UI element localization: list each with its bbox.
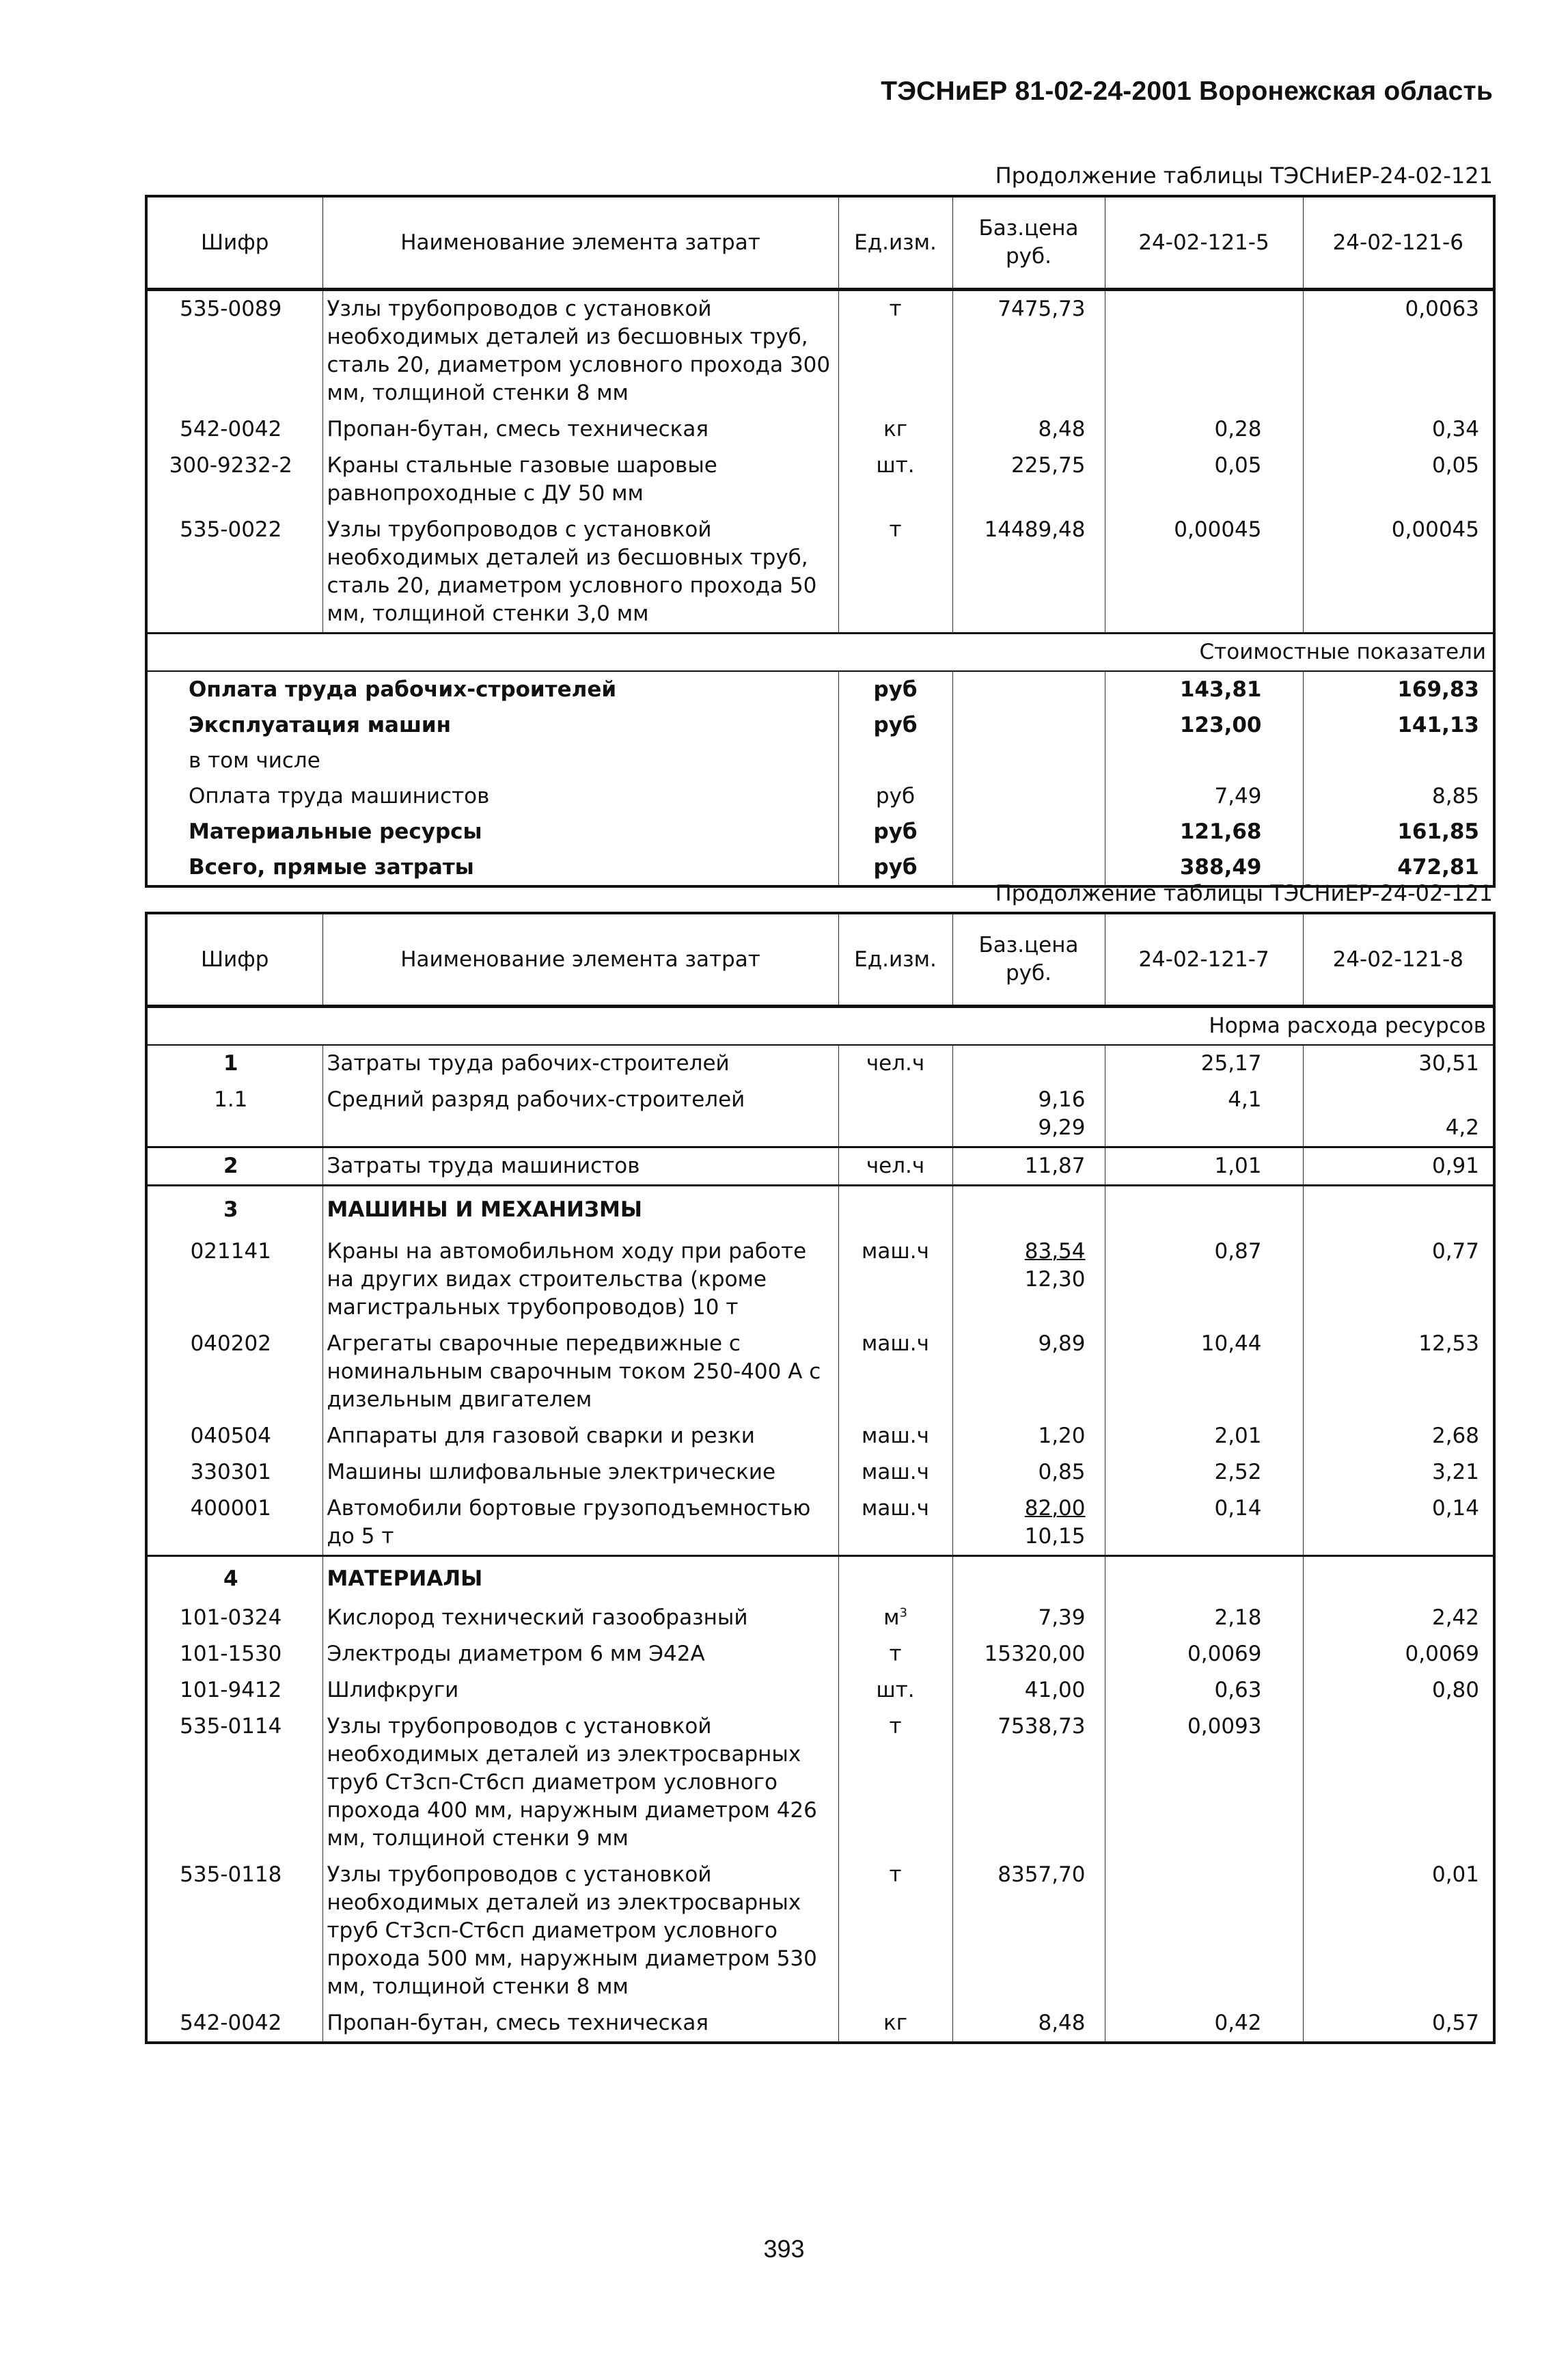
row-value-7: 2,18 <box>1105 1600 1303 1636</box>
row-unit <box>838 1600 952 1636</box>
row-code: 535-0022 <box>146 512 322 634</box>
summary-value-6: 169,83 <box>1303 671 1494 707</box>
table-row <box>146 1082 1494 1147</box>
row-value-8: 0,80 <box>1303 1672 1494 1709</box>
summary-label: Всего, прямые затраты <box>146 849 838 886</box>
row-name: Краны на автомобильном ходу при работе на других видах строительства (кроме магистральных трубопроводов) 10 т <box>322 1234 838 1326</box>
table2 <box>145 912 1496 2044</box>
row-name: Пропан-бутан, смесь техническая <box>322 411 838 448</box>
summary-value-5: 123,00 <box>1105 707 1303 743</box>
summary-unit: руб <box>838 707 952 743</box>
row-name: Узлы трубопроводов с установкой необходимых деталей из бесшовных труб, сталь 20, диаметром условного прохода 50 мм, толщиной стенки 3,0 мм <box>322 512 838 634</box>
row-price: 8357,70 <box>952 1857 1105 2005</box>
row-code: 535-0114 <box>146 1709 322 1857</box>
col-header-code: Шифр <box>146 913 322 1007</box>
col-header-code: Шифр <box>146 196 322 290</box>
row-unit: кг <box>838 2005 952 2043</box>
section-row <box>146 1147 1494 1186</box>
summary-value-5: 143,81 <box>1105 671 1303 707</box>
table-row <box>146 1857 1494 2005</box>
row-name: Краны стальные газовые шаровые равнопроходные с ДУ 50 мм <box>322 448 838 512</box>
summary-label: Эксплуатация машин <box>146 707 838 743</box>
row-code: 021141 <box>146 1234 322 1326</box>
section-name: Затраты труда рабочих-строителей <box>322 1045 838 1082</box>
row-value-7: 0,0069 <box>1105 1636 1303 1672</box>
row-value-7 <box>1105 1082 1303 1147</box>
row-name: Шлифкруги <box>322 1672 838 1709</box>
row-value-8 <box>1303 1709 1494 1857</box>
row-name: Электроды диаметром 6 мм Э42А <box>322 1636 838 1672</box>
summary-empty <box>952 671 1105 707</box>
table1-caption: Продолжение таблицы ТЭСНиЕР-24-02-121 <box>995 163 1493 189</box>
row-value-8: 0,0069 <box>1303 1636 1494 1672</box>
table-row <box>146 1672 1494 1709</box>
section-row <box>146 1045 1494 1082</box>
empty-cell <box>838 1186 952 1234</box>
section-value-7: 1,01 <box>1105 1147 1303 1186</box>
section-name: МАШИНЫ И МЕХАНИЗМЫ <box>322 1186 838 1234</box>
row-value-7: 0,63 <box>1105 1672 1303 1709</box>
unit-text: м <box>883 1605 900 1630</box>
summary-row <box>146 707 1494 743</box>
row-name: Средний разряд рабочих-строителей <box>322 1082 838 1147</box>
row-name: Агрегаты сварочные передвижные с номинальным сварочным током 250-400 А с дизельным двигателем <box>322 1326 838 1418</box>
col-header-unit: Ед.изм. <box>838 196 952 290</box>
summary-unit: руб <box>838 778 952 814</box>
section-code: 2 <box>146 1147 322 1186</box>
summary-value-6: 8,85 <box>1303 778 1494 814</box>
row-price: 15320,00 <box>952 1636 1105 1672</box>
row-name: Пропан-бутан, смесь техническая <box>322 2005 838 2043</box>
table-row <box>146 1600 1494 1636</box>
row-code: 542-0042 <box>146 2005 322 2043</box>
table-row <box>146 290 1494 412</box>
row-unit: кг <box>838 411 952 448</box>
row-unit: маш.ч <box>838 1234 952 1326</box>
table-row <box>146 1234 1494 1326</box>
summary-label: Материальные ресурсы <box>146 814 838 849</box>
summary-value-5: 121,68 <box>1105 814 1303 849</box>
empty-cell <box>838 1556 952 1601</box>
row-unit: маш.ч <box>838 1491 952 1556</box>
row-value-8: 3,21 <box>1303 1454 1494 1491</box>
summary-label: в том числе <box>146 743 838 778</box>
table2-header-row <box>146 913 1494 1007</box>
summary-label: Оплата труда рабочих-строителей <box>146 671 838 707</box>
section-code: 4 <box>146 1556 322 1601</box>
summary-unit: руб <box>838 814 952 849</box>
empty-cell <box>1303 1186 1494 1234</box>
row-unit: маш.ч <box>838 1326 952 1418</box>
row-value-6: 0,0063 <box>1303 290 1494 412</box>
row-price: 7538,73 <box>952 1709 1105 1857</box>
band-row <box>146 634 1494 672</box>
section-price <box>952 1045 1105 1082</box>
row-name: Машины шлифовальные электрические <box>322 1454 838 1491</box>
row-unit: маш.ч <box>838 1418 952 1454</box>
summary-label: Оплата труда машинистов <box>146 778 838 814</box>
row-price: 14489,48 <box>952 512 1105 634</box>
row-value-8: 2,42 <box>1303 1600 1494 1636</box>
row-value-5 <box>1105 290 1303 412</box>
summary-value-6 <box>1303 743 1494 778</box>
row-price: 7,39 <box>952 1600 1105 1636</box>
row-value-8: 2,68 <box>1303 1418 1494 1454</box>
row-code: 101-1530 <box>146 1636 322 1672</box>
summary-row <box>146 671 1494 707</box>
row-value-5: 0,28 <box>1105 411 1303 448</box>
table1-header-row <box>146 196 1494 290</box>
row-unit: т <box>838 512 952 634</box>
row-unit: т <box>838 1636 952 1672</box>
empty-cell <box>1105 1556 1303 1601</box>
row-value-6: 0,05 <box>1303 448 1494 512</box>
row-value-6: 0,34 <box>1303 411 1494 448</box>
table-row <box>146 411 1494 448</box>
row-price-2: 12,30 <box>1024 1267 1086 1292</box>
row-price-1: 83,54 <box>1024 1239 1086 1264</box>
row-value-6: 0,00045 <box>1303 512 1494 634</box>
row-value-8: 0,57 <box>1303 2005 1494 2043</box>
row-name: Узлы трубопроводов с установкой необходимых деталей из бесшовных труб, сталь 20, диаметром условного прохода 300 мм, толщиной стенки 8 мм <box>322 290 838 412</box>
row-code: 1.1 <box>146 1082 322 1147</box>
row-value-7: 0,0093 <box>1105 1709 1303 1857</box>
row-value-7: 0,87 <box>1105 1234 1303 1326</box>
row-value-7: 2,01 <box>1105 1418 1303 1454</box>
row-price: 9,89 <box>952 1326 1105 1418</box>
summary-row <box>146 778 1494 814</box>
row-name: Кислород технический газообразный <box>322 1600 838 1636</box>
summary-unit: руб <box>838 849 952 886</box>
row-value-5: 0,00045 <box>1105 512 1303 634</box>
table-row <box>146 1454 1494 1491</box>
summary-value-5: 7,49 <box>1105 778 1303 814</box>
row-value-5: 0,05 <box>1105 448 1303 512</box>
table-row <box>146 448 1494 512</box>
section-code: 3 <box>146 1186 322 1234</box>
section-value-8: 0,91 <box>1303 1147 1494 1186</box>
row-price: 225,75 <box>952 448 1105 512</box>
row-price <box>952 1491 1105 1556</box>
row-price-1: 82,00 <box>1024 1496 1086 1521</box>
row-name: Автомобили бортовые грузоподъемностью до 5 т <box>322 1491 838 1556</box>
summary-value-5 <box>1105 743 1303 778</box>
row-price-2: 9,29 <box>1038 1115 1086 1140</box>
row-unit: т <box>838 290 952 412</box>
table-row <box>146 1709 1494 1857</box>
col-header-price: Баз.цена руб. <box>952 196 1105 290</box>
row-value-7-text: 4,1 <box>1228 1087 1262 1112</box>
summary-row <box>146 814 1494 849</box>
empty-cell <box>1105 1186 1303 1234</box>
row-value-7 <box>1105 1857 1303 2005</box>
row-code: 300-9232-2 <box>146 448 322 512</box>
row-name: Узлы трубопроводов с установкой необходимых деталей из электросварных труб Ст3сп-Ст6сп диаметром условного прохода 500 мм, наружным диаметром 530 мм, толщиной стенки 8 мм <box>322 1857 838 2005</box>
row-unit: т <box>838 1709 952 1857</box>
section-name: МАТЕРИАЛЫ <box>322 1556 838 1601</box>
page-number: 393 <box>763 2235 805 2263</box>
col-header-norm-8: 24-02-121-8 <box>1303 913 1494 1007</box>
band-label: Норма расхода ресурсов <box>146 1007 1494 1046</box>
row-unit: т <box>838 1857 952 2005</box>
summary-unit <box>838 743 952 778</box>
table-row <box>146 1418 1494 1454</box>
row-code: 542-0042 <box>146 411 322 448</box>
summary-unit: руб <box>838 671 952 707</box>
table1 <box>145 195 1496 888</box>
band-label: Стоимостные показатели <box>146 634 1494 672</box>
row-value-8 <box>1303 1082 1494 1147</box>
summary-empty <box>952 707 1105 743</box>
row-value-7: 2,52 <box>1105 1454 1303 1491</box>
row-code: 535-0118 <box>146 1857 322 2005</box>
row-price: 1,20 <box>952 1418 1105 1454</box>
row-value-8: 0,77 <box>1303 1234 1494 1326</box>
summary-value-5: 388,49 <box>1105 849 1303 886</box>
row-name: Аппараты для газовой сварки и резки <box>322 1418 838 1454</box>
row-value-7: 10,44 <box>1105 1326 1303 1418</box>
row-value-8: 12,53 <box>1303 1326 1494 1418</box>
summary-row <box>146 743 1494 778</box>
row-price: 8,48 <box>952 411 1105 448</box>
table-row <box>146 1636 1494 1672</box>
row-code: 040202 <box>146 1326 322 1418</box>
row-code: 040504 <box>146 1418 322 1454</box>
table-row <box>146 1491 1494 1556</box>
row-code: 330301 <box>146 1454 322 1491</box>
row-value-7: 0,14 <box>1105 1491 1303 1556</box>
section-unit: чел.ч <box>838 1045 952 1082</box>
unit-superscript: 3 <box>899 1605 907 1620</box>
summary-empty <box>952 778 1105 814</box>
row-name: Узлы трубопроводов с установкой необходимых деталей из электросварных труб Ст3сп-Ст6сп диаметром условного прохода 400 мм, наружным диаметром 426 мм, толщиной стенки 9 мм <box>322 1709 838 1857</box>
summary-empty <box>952 743 1105 778</box>
table-row <box>146 2005 1494 2043</box>
row-price: 7475,73 <box>952 290 1105 412</box>
summary-value-6: 161,85 <box>1303 814 1494 849</box>
section-name: Затраты труда машинистов <box>322 1147 838 1186</box>
section-price: 11,87 <box>952 1147 1105 1186</box>
row-value-8: 0,14 <box>1303 1491 1494 1556</box>
section-unit: чел.ч <box>838 1147 952 1186</box>
empty-cell <box>952 1186 1105 1234</box>
row-unit <box>838 1082 952 1147</box>
row-price: 8,48 <box>952 2005 1105 2043</box>
section-value-8: 30,51 <box>1303 1045 1494 1082</box>
summary-empty <box>952 814 1105 849</box>
row-price-2: 10,15 <box>1024 1524 1086 1549</box>
row-unit: шт. <box>838 448 952 512</box>
row-value-8-text: 4,2 <box>1445 1115 1479 1140</box>
row-price: 0,85 <box>952 1454 1105 1491</box>
col-header-name: Наименование элемента затрат <box>322 196 838 290</box>
row-code: 101-0324 <box>146 1600 322 1636</box>
col-header-name: Наименование элемента затрат <box>322 913 838 1007</box>
section-row <box>146 1186 1494 1234</box>
col-header-unit: Ед.изм. <box>838 913 952 1007</box>
table2-caption: Продолжение таблицы ТЭСНиЕР-24-02-121 <box>995 880 1493 906</box>
row-code: 101-9412 <box>146 1672 322 1709</box>
summary-value-6: 472,81 <box>1303 849 1494 886</box>
section-code: 1 <box>146 1045 322 1082</box>
row-price-1: 9,16 <box>1038 1087 1086 1112</box>
empty-cell <box>1303 1556 1494 1601</box>
col-header-norm-6: 24-02-121-6 <box>1303 196 1494 290</box>
row-code: 535-0089 <box>146 290 322 412</box>
band-row <box>146 1007 1494 1046</box>
row-unit: шт. <box>838 1672 952 1709</box>
empty-cell <box>952 1556 1105 1601</box>
col-header-norm-7: 24-02-121-7 <box>1105 913 1303 1007</box>
row-value-7: 0,42 <box>1105 2005 1303 2043</box>
row-price <box>952 1082 1105 1147</box>
col-header-norm-5: 24-02-121-5 <box>1105 196 1303 290</box>
section-row <box>146 1556 1494 1601</box>
section-value-7: 25,17 <box>1105 1045 1303 1082</box>
table-row <box>146 512 1494 634</box>
row-code: 400001 <box>146 1491 322 1556</box>
page-header: ТЭСНиЕР 81-02-24-2001 Воронежская область <box>881 77 1493 106</box>
row-value-8: 0,01 <box>1303 1857 1494 2005</box>
row-unit: маш.ч <box>838 1454 952 1491</box>
summary-value-6: 141,13 <box>1303 707 1494 743</box>
col-header-price: Баз.цена руб. <box>952 913 1105 1007</box>
row-price <box>952 1234 1105 1326</box>
table-row <box>146 1326 1494 1418</box>
row-price: 41,00 <box>952 1672 1105 1709</box>
